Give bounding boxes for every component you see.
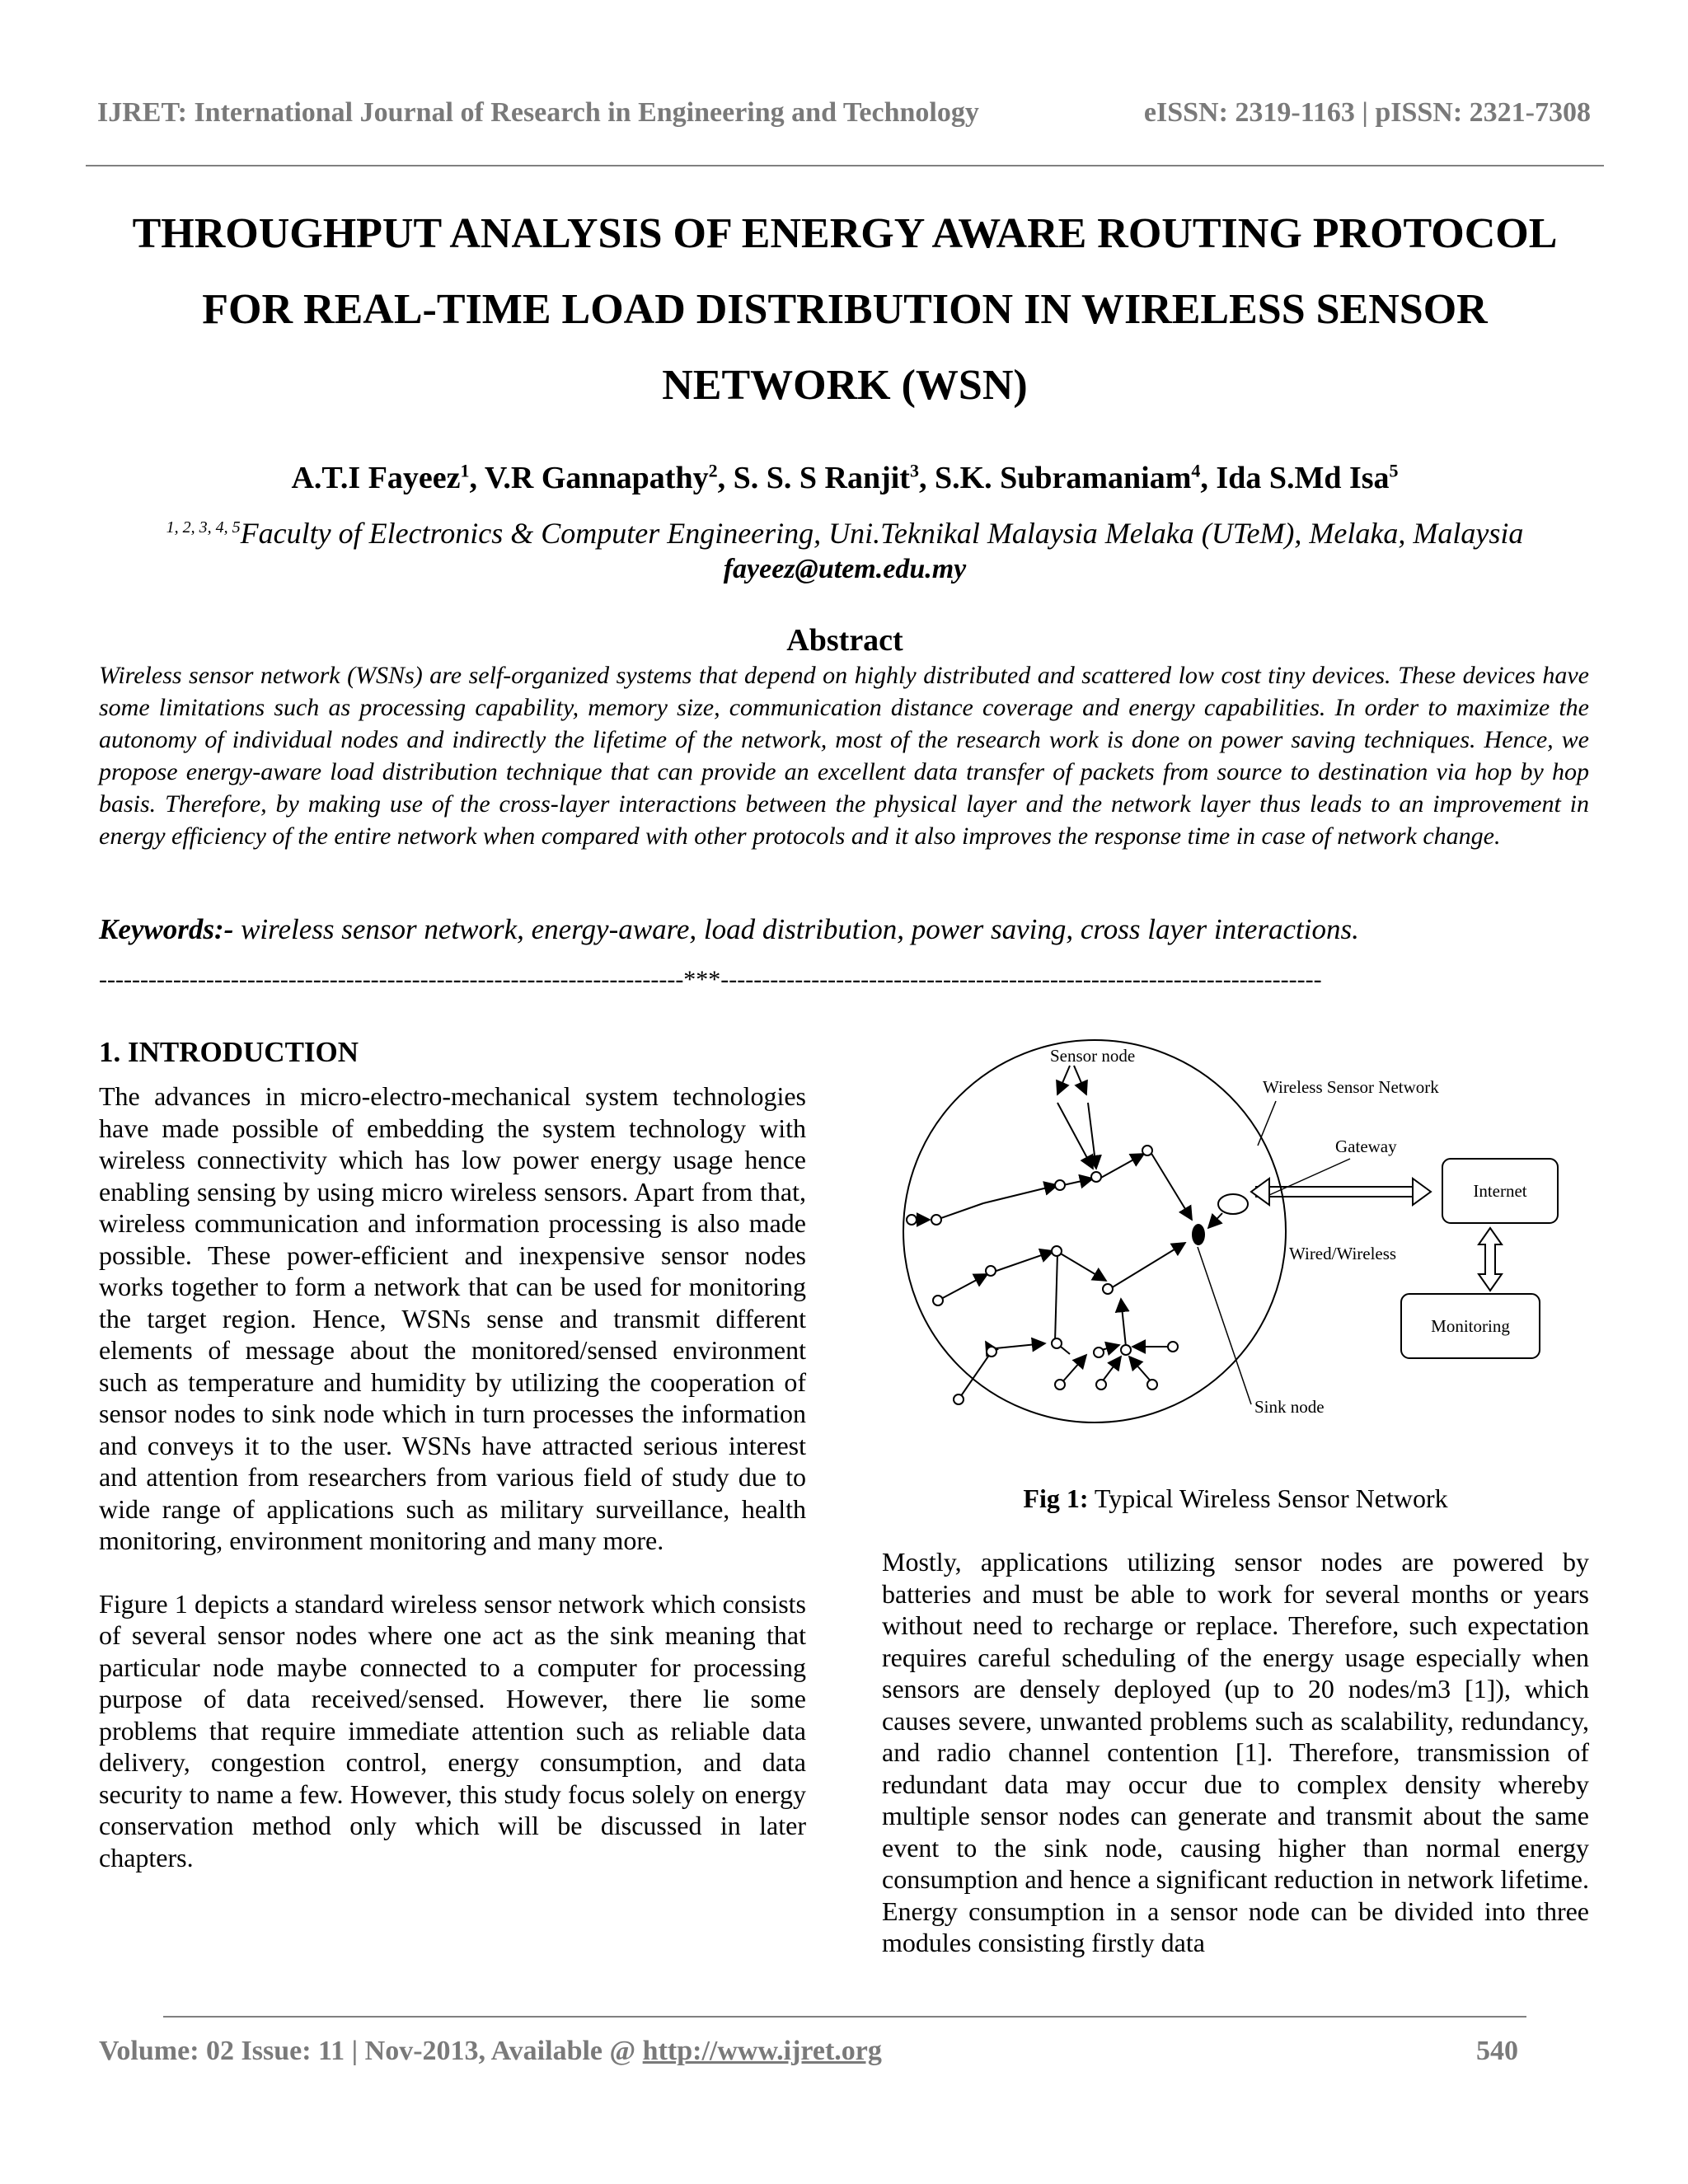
page-number: 540 [1476,2036,1518,2066]
label-monitoring: Monitoring [1431,1316,1510,1336]
author-separator: , [717,461,734,495]
sensor-node [931,1215,941,1225]
figure-wsn-diagram [889,1037,1581,1424]
right-column [882,1546,1589,1959]
abstract-text: Wireless sensor network (WSNs) are self-organized systems that depend on highly distributed and scattered low cost tiny devices. These devices have some limitations such as processing capability, memory size, communication distance coverage and energy capabilities. In order to maximize the autonomy of individual nodes and indirectly the lifetime of the network, most of the research work is done on power saving techniques. Hence, we propose energy-aware load distribution technique that can provide an excellent data transfer of packets from source to destination via hop by hop basis. Therefore, by making use of the cross-layer interactions between the physical layer and the network layer thus leads to an improvement in energy efficiency of the entire network when compared with other protocols and it also improves the response time in case of network change. [99,662,1589,850]
paragraph: Figure 1 depicts a standard wireless sensor network which consists of several sensor nodes where one act as the sink meaning that particular node maybe connected to a computer for processing purpose of data received/sensed. However, there lie some problems that require immediate attention such as reliable data delivery, congestion control, energy consumption, and data security to name a few. However, this study focus solely on energy conservation method only which will be discussed in later chapters. [99,1588,806,1872]
arrow-head-left [1251,1179,1269,1205]
footer-volume [99,2036,882,2067]
pointer-sink-node [1198,1247,1251,1404]
keywords [99,913,1589,946]
affiliation-text: Faculty of Electronics & Computer Engineering, Uni.Teknikal Malaysia Melaka (UTeM), Melaka, Malaysia [240,517,1524,550]
sensor-node [1142,1146,1152,1155]
sensor-node [933,1296,943,1305]
author-list [82,460,1607,496]
sensor-node [1103,1284,1113,1294]
header-rule [86,165,1604,166]
footer-rule [163,2016,1526,2018]
sink-node [1192,1224,1205,1245]
author-email: fayeez@utem.edu.my [723,554,967,584]
author-name: Ida S.Md Isa [1216,461,1390,495]
footer-volume-text: Volume: 02 Issue: 11 | Nov-2013, Available @ [99,2036,643,2066]
affiliation [82,516,1607,551]
author-name: A.T.I Fayeez [291,461,461,495]
pointer-wsn [1258,1101,1276,1146]
sensor-node [1052,1246,1062,1256]
sensor-node [1052,1338,1062,1348]
author-sup: 1 [460,460,470,481]
label-sink-node: Sink node [1254,1397,1325,1417]
section-heading: 1. INTRODUCTION [99,1036,359,1068]
author-sup: 3 [909,460,919,481]
author-name: S. S. S Ranjit [733,461,910,495]
pointer-sensor-node [1057,1066,1070,1094]
author-sup: 4 [1191,460,1201,481]
paragraph: The advances in micro-electro-mechanical system technologies have made possible of embedding the system technology with wireless connectivity which has low power energy usage hence enabling sensing by using micro wireless sensors. Apart from that, wireless communication and information processing is also made possible. These power-efficient and inexpensive sensor nodes works together to form a network that can be used for monitoring the target region. Hence, WSNs sense and transmit different elements of message about the monitored/sensed environment such as temperature and humidity by utilizing the cooperation of sensor nodes to sink node which in turn processes the information and conveys it to the user. WSNs have attracted serious interest and attention from researchers from various field of study due to wide range of applications such as military surveillance, health monitoring, environment monitoring and many more. [99,1081,806,1555]
sensor-node [1091,1172,1101,1182]
keywords-text: wireless sensor network, energy-aware, load distribution, power saving, cross layer interactions. [233,913,1359,945]
caption-label: Fig 1: [1023,1483,1089,1513]
section-separator: -----------------------------------------------------------------------***------------------------------------------------------------------------- [99,966,1322,993]
sensor-node [1168,1342,1178,1352]
sensor-node [987,1347,996,1357]
author-name: V.R Gannapathy [484,461,709,495]
page-footer [99,2036,1518,2067]
author-separator: , [918,461,935,495]
journal-issn: eISSN: 2319-1163 | pISSN: 2321-7308 [1143,97,1591,128]
label-internet: Internet [1473,1181,1527,1201]
sensor-node [1055,1180,1065,1190]
paragraph: Mostly, applications utilizing sensor nodes are powered by batteries and must be able to work for several months or years without need to recharge or replace. Therefore, such expectation requires careful scheduling of the energy usage especially when sensors are densely deployed (up to 20 nodes/m3 [1]), which causes severe, unwanted problems such as scalability, redundancy, and radio channel contention [1]. Therefore, transmission of redundant data may occur due to complex density whereby multiple sensor nodes can generate and transmit about the same event to the sink node, causing higher than normal energy consumption and hence a significant reduction in network lifetime. Energy consumption in a sensor node can be divided into three modules consisting firstly data [882,1547,1589,1957]
journal-header [97,97,1591,129]
sensor-node [907,1215,917,1225]
title-line: NETWORK (WSN) [662,362,1028,409]
title-line: FOR REAL-TIME LOAD DISTRIBUTION IN WIRELESS SENSOR [202,286,1488,333]
sensor-node [1094,1347,1104,1357]
paper-title [82,196,1607,424]
abstract-heading: Abstract [786,623,903,658]
sensor-node [1147,1380,1157,1390]
sensor-node [1096,1380,1106,1390]
journal-name: IJRET: International Journal of Research in Engineering and Technology [97,97,979,128]
journal-link[interactable]: http://www.ijret.org [642,2036,882,2066]
author-separator: , [1200,461,1217,495]
figure-caption [882,1483,1589,1514]
label-wired-wireless: Wired/Wireless [1289,1244,1397,1263]
pointer-sensor-node [1074,1066,1086,1094]
keywords-label: Keywords:- [99,913,234,945]
sensor-node [1055,1380,1065,1390]
sensor-node [954,1394,964,1404]
label-wireless-sensor-network: Wireless Sensor Network [1263,1077,1439,1097]
label-sensor-node: Sensor node [1050,1046,1136,1066]
author-name: S.K. Subramaniam [934,461,1192,495]
sensor-node [1121,1345,1131,1355]
network-boundary [903,1040,1286,1422]
gateway-link [1208,1213,1222,1228]
pointer-gateway [1269,1159,1350,1195]
wsn-diagram [889,1037,1581,1424]
author-sup: 2 [708,460,718,481]
author-separator: , [469,461,485,495]
caption-text: Typical Wireless Sensor Network [1088,1483,1448,1513]
internet-monitoring-arrow [1479,1228,1502,1291]
author-sup: 5 [1389,460,1399,481]
gateway-node [1218,1194,1248,1214]
left-column [99,1034,806,1873]
label-gateway: Gateway [1335,1137,1397,1156]
title-line: THROUGHPUT ANALYSIS OF ENERGY AWARE ROUTING PROTOCOL [132,210,1558,257]
arrow-head-right [1413,1179,1431,1205]
affiliation-sup: 1, 2, 3, 4, 5 [166,518,241,537]
sensor-node [986,1266,996,1276]
